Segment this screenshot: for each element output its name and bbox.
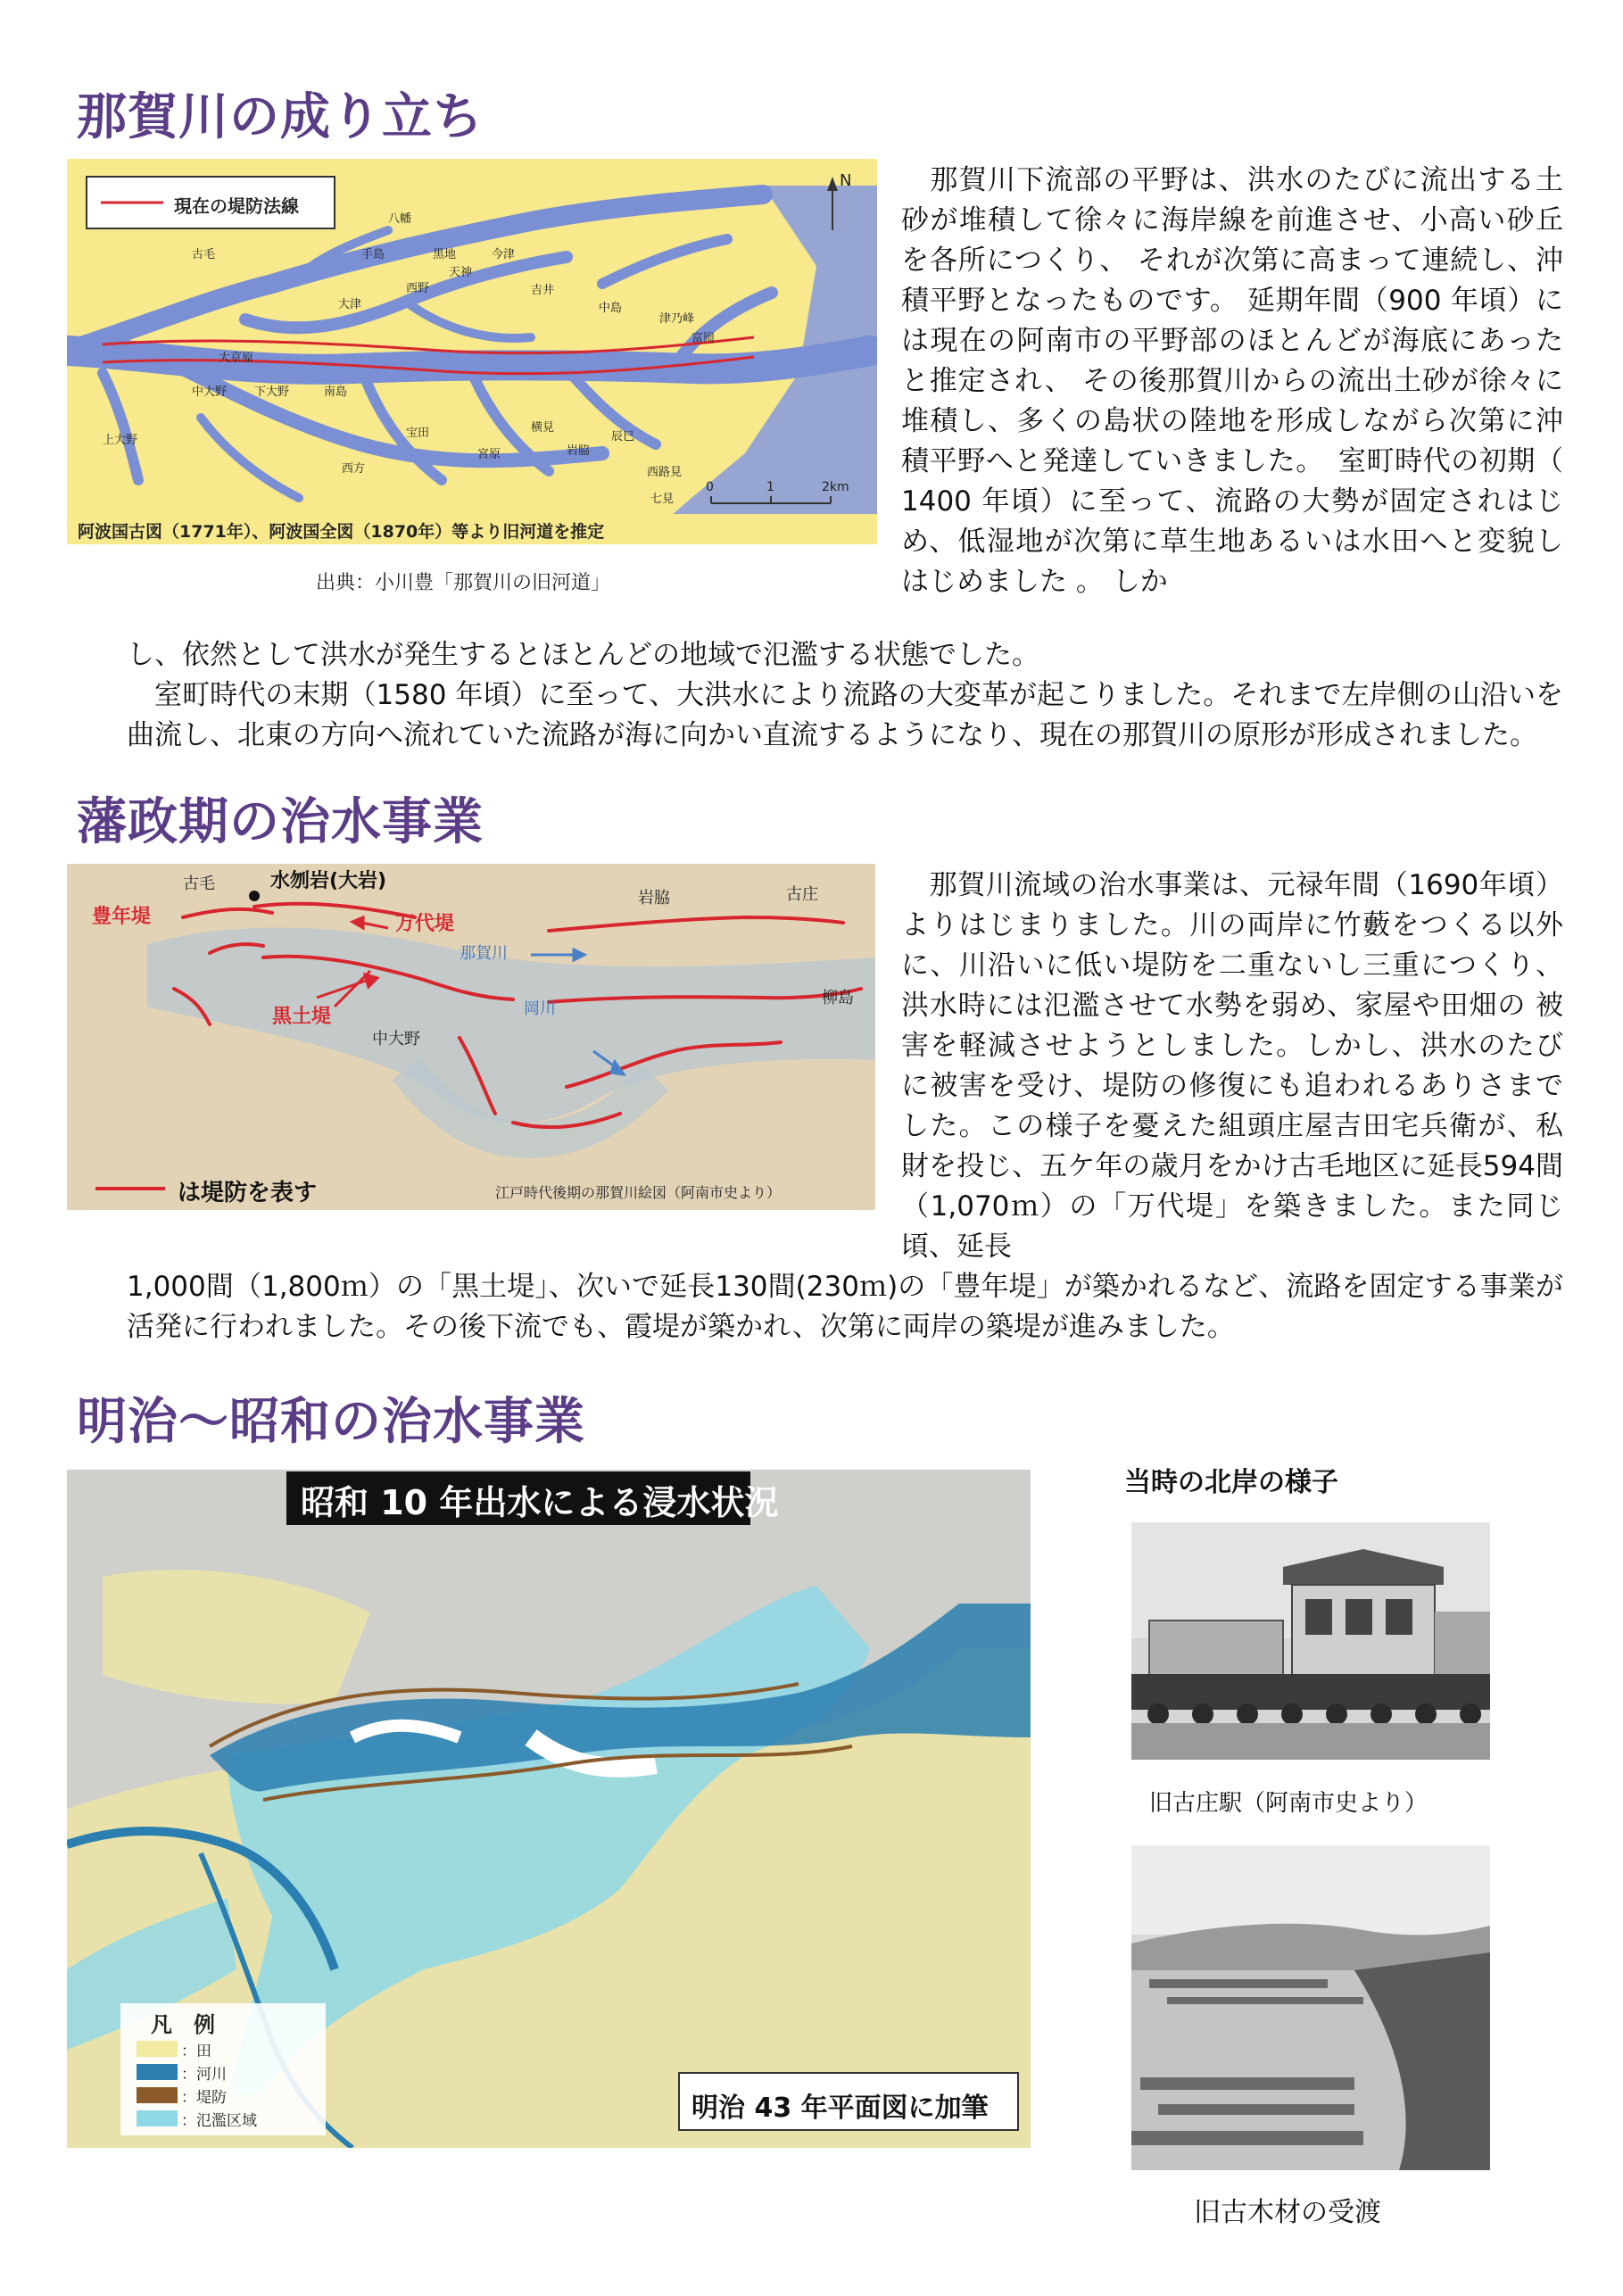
legend-label: ：堤防: [181, 2088, 227, 2107]
legend-swatch: [137, 2110, 178, 2126]
legend-label: ：氾濫区域: [181, 2111, 257, 2130]
legend-swatch: [137, 2064, 178, 2080]
map-place-label: 津乃峰: [659, 312, 695, 326]
photo-timber: [1131, 1845, 1490, 2170]
map-place-label: 西路見: [647, 466, 683, 479]
edo-period-map: [67, 864, 875, 1210]
legend-swatch: [137, 2041, 178, 2057]
map-place-label: 富岡: [691, 332, 716, 345]
map-legend-label: 現在の堤防法線: [174, 195, 299, 217]
section2-paragraph-wrapped: 那賀川流域の治水事業は、元禄年間（1690年頃）よりはじまりました。川の両岸に竹藪をつくる以外に、川沿いに低い堤防を二重ないし三重につくり、洪水時には氾濫させて水勢を弱め、家屋や田畑の 被害を軽減させようとしました。しかし、洪水のたびに被害を受け、堤防の修復にも追われるありさまでした。この様子を憂えた組頭庄屋吉田宅兵衛が、私財を投じ、五ケ年の歳月をかけ古毛地区に延長594間（1,070ｍ）の「万代堤」を築きました。また同じ頃、延長: [901, 869, 1563, 1263]
section1-paragraph-wrapped: 那賀川下流部の平野は、洪水のたびに流出する土砂が堆積して徐々に海岸線を前進させ、小高い砂丘を各所につくり、 それが次第に高まって連続し、沖積平野となったものです。 延期年間（900 年頃）には現在の阿南市の平野部のほとんどが海底にあったと推定され、 その後那賀川からの流出土砂が徐々に堆積し、多くの島状の陸地を形成しながら次第に沖積平野へと発達していきました。 室町時代の初期（ 1400 年頃）に至って、流路の大勢が固定されはじめ、低湿地が次第に草生地あるいは水田へと変貌しはじめました 。 しか: [901, 164, 1564, 598]
flood-map: [67, 1470, 1031, 2148]
section2-heading: 藩政期の治水事業: [77, 793, 484, 851]
map-place-label: 大京原: [219, 352, 254, 365]
label-yanagi: 柳島: [822, 989, 854, 1007]
label-furuke: 古毛: [183, 874, 215, 893]
map-source-note: 江戸時代後期の那賀川絵図（阿南市史より）: [495, 1184, 782, 1201]
label-nakaono: 中大野: [372, 1030, 420, 1049]
label-okagawa: 岡川: [524, 999, 556, 1018]
map-place-label: 古毛: [192, 248, 216, 261]
map-place-label: 中島: [599, 302, 623, 315]
map-legend-label: は堤防を表す: [178, 1180, 318, 1206]
section2-paragraph-full: 1,000間（1,800ｍ）の「黒土堤」、次いで延長130間(230ｍ)の「豊年堤」が築かれるなど、流路を固定する事業が活発に行われました。その後下流でも、霞堤が築かれ、次第に両岸の築堤が進みました。: [127, 1271, 1563, 1343]
scale-label-0: 0: [706, 480, 714, 494]
section1-paragraph-full-1: し、依然として洪水が発生するとほとんどの地域で氾濫する状態でした。: [127, 639, 1039, 671]
map-source-note: 阿波国古図（1771年）、阿波国全図（1870年）等より旧河道を推定: [78, 522, 605, 542]
map-place-label: 宮原: [477, 448, 501, 461]
scale-label-2: 2km: [822, 480, 849, 494]
map-place-label: 岩脇: [567, 444, 591, 458]
map-citation: 出典：小川豊「那賀川の旧河道」: [316, 572, 611, 594]
legend-item: [137, 2060, 257, 2084]
map-place-label: 西野: [406, 282, 430, 295]
label-nakagawa: 那賀川: [460, 944, 508, 963]
label-hounen: 豊年堤: [92, 906, 152, 928]
photo1-caption: 旧古庄駅（阿南市史より）: [1149, 1790, 1428, 1817]
section1-heading: 那賀川の成り立ち: [77, 88, 484, 146]
map-place-label: 上大野: [103, 434, 138, 447]
legend-item: [137, 2107, 257, 2130]
label-mandai: 万代堤: [395, 913, 455, 935]
flood-map-title: 昭和 10 年出水による浸水状況: [301, 1483, 779, 1522]
label-kosho: 古庄: [786, 885, 818, 904]
map-place-label: 横見: [531, 421, 555, 435]
legend-swatch: [137, 2087, 178, 2103]
map-place-label: 辰巳: [611, 430, 635, 443]
label-kuro: 黒土堤: [272, 1006, 332, 1028]
section3-heading: 明治～昭和の治水事業: [77, 1393, 585, 1451]
legend-title: 凡 例: [151, 2012, 215, 2037]
map-place-label: 南島: [324, 385, 348, 399]
photos-title: 当時の北岸の様子: [1124, 1467, 1338, 1498]
section1-paragraph-full-2: 室町時代の末期（1580 年頃）に至って、大洪水により流路の大変革が起こりました。それまで左岸側の山沿いを曲流し、北東の方向へ流れていた流路が海に向かい直流するようになり、現在の那賀川の原形が形成されました。: [127, 679, 1563, 751]
map-place-label: 宝田: [406, 427, 430, 440]
flood-map-note: 明治 43 年平面図に加筆: [691, 2093, 989, 2124]
map-place-label: 七見: [650, 493, 675, 506]
legend-label: ：河川: [181, 2065, 227, 2084]
legend-item: [137, 2084, 257, 2107]
map-place-label: 八幡: [388, 212, 412, 226]
old-river-map: [67, 159, 877, 544]
map-place-label: 黒地: [433, 248, 457, 261]
map-place-label: 西方: [342, 462, 366, 476]
map-place-label: 大津: [338, 298, 362, 311]
label-rock: 水刎岩(大岩): [270, 870, 387, 892]
flood-legend: [137, 2037, 257, 2130]
north-label: N: [840, 171, 852, 190]
map-place-label: 手島: [361, 248, 385, 261]
map-place-label: 中大野: [192, 385, 228, 399]
map-place-label: 今津: [492, 248, 516, 261]
photo2-caption: 旧古木材の受渡: [1194, 2197, 1381, 2228]
photo-old-station: [1131, 1522, 1490, 1760]
legend-label: ：田: [181, 2042, 211, 2060]
map-place-label: 下大野: [254, 385, 290, 399]
legend-item: [137, 2037, 257, 2060]
label-iwawaki: 岩脇: [638, 889, 670, 908]
scale-label-1: 1: [766, 480, 774, 494]
map-place-label: 天神: [449, 266, 473, 279]
map-place-label: 吉井: [531, 284, 555, 297]
